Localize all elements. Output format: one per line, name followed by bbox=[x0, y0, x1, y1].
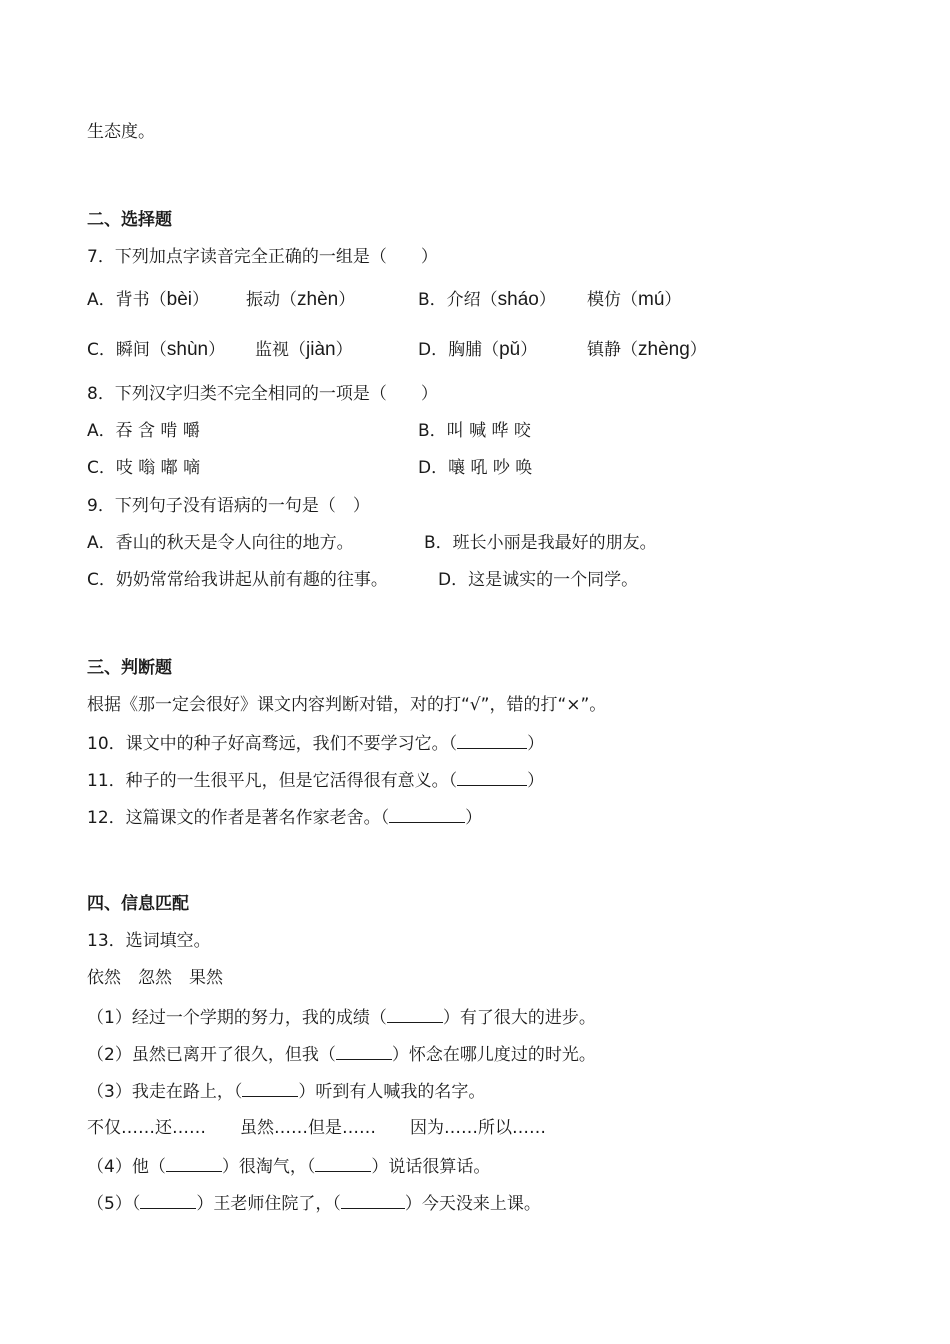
q8-option-d: D．嚷 吼 吵 唤 bbox=[418, 458, 533, 478]
q8-option-c: C．吱 嗡 嘟 嘀 bbox=[87, 458, 201, 478]
q8-stem: 8．下列汉字归类不完全相同的一项是（ ） bbox=[87, 384, 438, 404]
top-text: 生态度。 bbox=[87, 122, 155, 142]
q13-item-1: （1）经过一个学期的努力，我的成绩（ ）有了很大的进步。 bbox=[87, 1004, 596, 1030]
answer-blank[interactable] bbox=[457, 730, 527, 749]
q9-option-c: C．奶奶常常给我讲起从前有趣的往事。 bbox=[87, 570, 388, 590]
q7-stem: 7．下列加点字读音完全正确的一组是（ ） bbox=[87, 247, 438, 267]
section-2-title: 二、选择题 bbox=[87, 210, 172, 230]
q7-option-a1: A．背书（bèi） bbox=[87, 289, 209, 310]
q9-option-b: B．班长小丽是我最好的朋友。 bbox=[424, 533, 657, 553]
q10: 10．课文中的种子好高骛远，我们不要学习它。（ ） bbox=[87, 730, 544, 756]
answer-blank[interactable] bbox=[341, 1190, 405, 1209]
q7-option-d2: 镇静（zhèng） bbox=[587, 339, 707, 360]
q8-option-b: B．叫 喊 哗 咬 bbox=[418, 421, 531, 441]
q9-stem: 9．下列句子没有语病的一句是（ ） bbox=[87, 496, 370, 516]
section-3-intro: 根据《那一定会很好》课文内容判断对错，对的打“√”，错的打“×”。 bbox=[87, 695, 607, 715]
answer-blank[interactable] bbox=[315, 1153, 371, 1172]
q9-option-a: A．香山的秋天是令人向往的地方。 bbox=[87, 533, 354, 553]
answer-blank[interactable] bbox=[387, 1004, 443, 1023]
q7-option-c1: C．瞬间（shùn） bbox=[87, 339, 226, 360]
answer-blank[interactable] bbox=[166, 1153, 222, 1172]
q7-option-c2: 监视（jiàn） bbox=[255, 339, 353, 360]
section-3-title: 三、判断题 bbox=[87, 658, 172, 678]
answer-blank[interactable] bbox=[457, 767, 527, 786]
q11: 11．种子的一生很平凡，但是它活得很有意义。（ ） bbox=[87, 767, 544, 793]
q7-option-b2: 模仿（mú） bbox=[587, 289, 682, 310]
word-bank-2: 不仅……还…… 虽然……但是…… 因为……所以…… bbox=[87, 1118, 546, 1138]
q8-option-a: A．吞 含 啃 嚼 bbox=[87, 421, 200, 441]
q12: 12．这篇课文的作者是著名作家老舍。（ ） bbox=[87, 804, 482, 830]
q7-option-a2: 振动（zhèn） bbox=[246, 289, 356, 310]
answer-blank[interactable] bbox=[336, 1041, 392, 1060]
q13-item-2: （2）虽然已离开了很久，但我（ ）怀念在哪儿度过的时光。 bbox=[87, 1041, 596, 1067]
answer-blank[interactable] bbox=[140, 1190, 196, 1209]
word-bank-1: 依然 忽然 果然 bbox=[87, 968, 223, 988]
q7-option-b1: B．介绍（sháo） bbox=[418, 289, 556, 310]
q13-item-5: （5）（ ）王老师住院了，（ ）今天没来上课。 bbox=[87, 1190, 541, 1216]
q13-stem: 13．选词填空。 bbox=[87, 931, 211, 951]
answer-blank[interactable] bbox=[389, 804, 465, 823]
q9-option-d: D．这是诚实的一个同学。 bbox=[438, 570, 639, 590]
answer-blank[interactable] bbox=[242, 1078, 298, 1097]
q7-option-d1: D．胸脯（pǔ） bbox=[418, 339, 538, 360]
q13-item-3: （3）我走在路上，（ ）听到有人喊我的名字。 bbox=[87, 1078, 485, 1104]
q13-item-4: （4）他（ ）很淘气，（ ）说话很算话。 bbox=[87, 1153, 490, 1179]
section-4-title: 四、信息匹配 bbox=[87, 894, 189, 914]
